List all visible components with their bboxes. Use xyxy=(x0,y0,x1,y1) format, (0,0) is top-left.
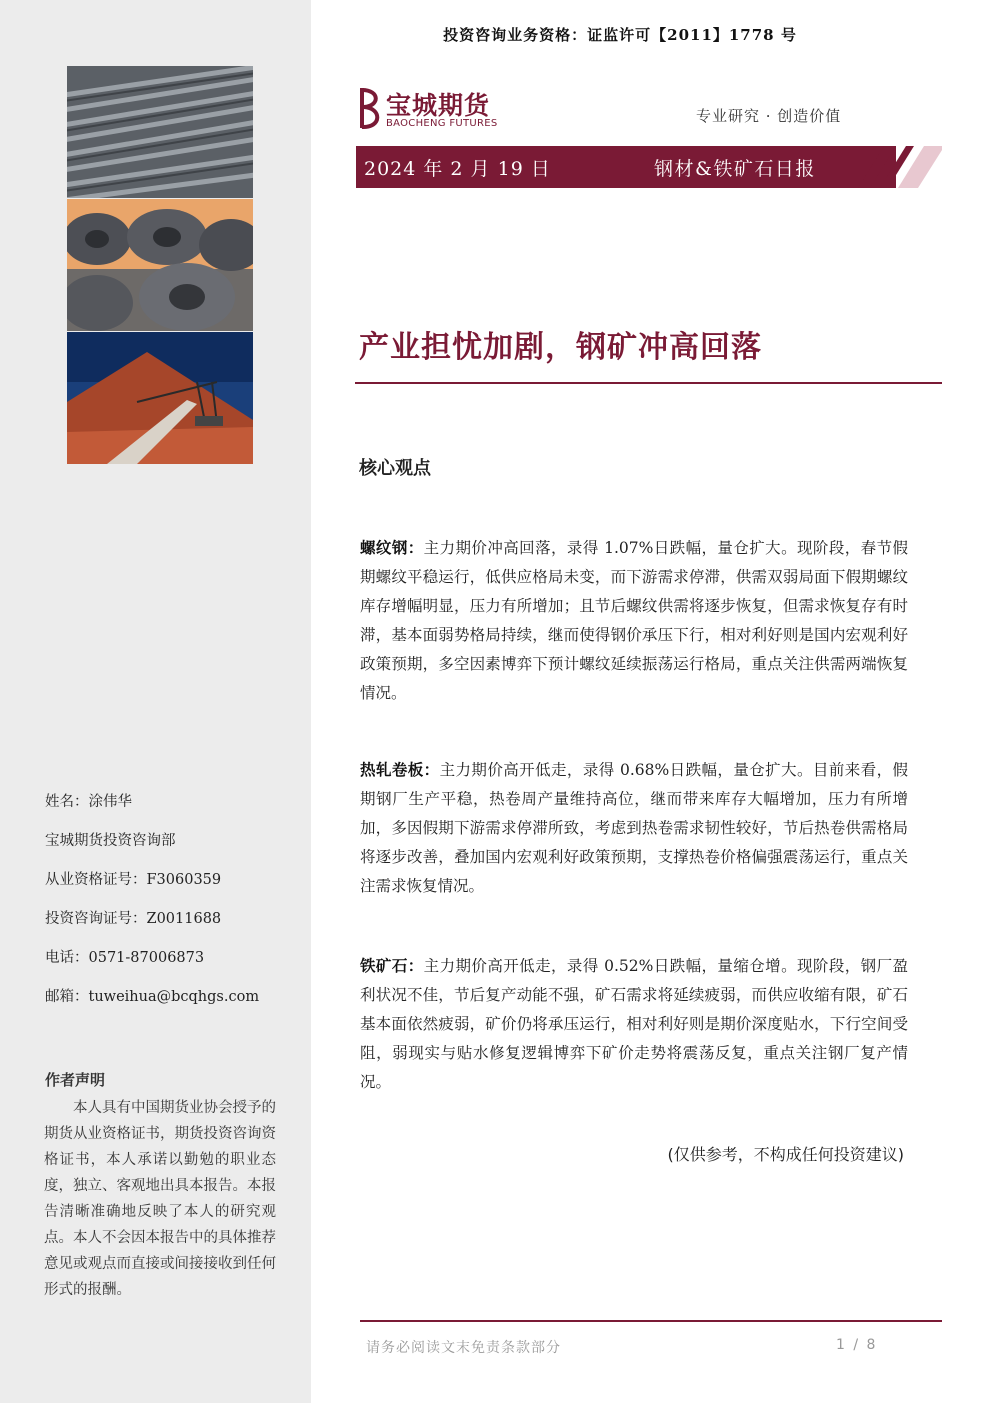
section-title: 核心观点 xyxy=(359,458,431,479)
slogan: 专业研究 · 创造价值 xyxy=(696,107,842,125)
page-number: 1 / 8 xyxy=(836,1337,878,1353)
sidebar xyxy=(0,0,311,1403)
footer-note: 请务必阅读文末免责条款部分 xyxy=(366,1340,561,1356)
logo-english-text: BAOCHENG FUTURES xyxy=(386,118,498,129)
report-banner xyxy=(356,146,896,188)
logo-chinese-text: 宝城期货 xyxy=(386,91,491,120)
headline-divider xyxy=(355,382,942,384)
footer-divider xyxy=(360,1320,942,1322)
author-statement-text: 本人具有中国期货业协会授予的期货从业资格证书，期货投资咨询资格证书，本人承诺以勤勉的职业态度，独立、客观地出具本报告。本报告清晰准确地反映了本人的研究观点。本人不会因本报告中的具体推荐意见或观点而直接或间接接收到任何形式的报酬。 xyxy=(44,1100,276,1298)
paragraph-label: 热轧卷板： xyxy=(360,760,440,779)
report-name: 钢材&铁矿石日报 xyxy=(654,158,816,180)
analyst-license: 从业资格证号：F3060359 xyxy=(45,872,222,888)
investment-disclaimer: (仅供参考，不构成任何投资建议) xyxy=(667,1145,904,1164)
rebar-photo xyxy=(67,66,253,198)
paragraph-text: 主力期价高开低走，录得 0.52%日跌幅，量缩仓增。现阶段，钢厂盈利状况不佳，节后复产动能不强，矿石需求将延续疲弱，而供应收缩有限，矿石基本面依然疲弱，矿价仍将承压运行，相对利好则是期价深度贴水，下行空间受阻，弱现实与贴水修复逻辑博弈下矿价走势将震荡反复，重点关注钢厂复产情况。 xyxy=(360,957,908,1091)
paragraph-text: 主力期价冲高回落，录得 1.07%日跌幅，量仓扩大。现阶段，春节假期螺纹平稳运行，低供应格局未变，而下游需求停滞，供需双弱局面下假期螺纹库存增幅明显，压力有所增加；且节后螺纹供需将逐步恢复，但需求恢复存有时滞，基本面弱势格局持续，继而使得钢价承压下行，相对利好则是国内宏观利好政策预期，多空因素博弈下预计螺纹延续振荡运行格局，重点关注供需两端恢复情况。 xyxy=(360,539,908,702)
analyst-department: 宝城期货投资咨询部 xyxy=(45,833,176,849)
steel-coil-photo xyxy=(67,199,253,331)
paragraph-text: 主力期价高开低走，录得 0.68%日跌幅，量仓扩大。目前来看，假期钢厂生产平稳，热卷周产量维持高位，继而带来库存大幅增加，压力有所增加，多因假期下游需求停滞所致，考虑到热卷需求韧性较好，节后热卷供需格局将逐步改善，叠加国内宏观利好政策预期，支撑热卷价格偏强震荡运行，重点关注需求恢复情况。 xyxy=(360,761,908,895)
analyst-phone: 电话：0571-87006873 xyxy=(45,950,205,966)
hot-rolled-coil-paragraph xyxy=(360,755,908,901)
iron-ore-paragraph xyxy=(360,951,908,1097)
analyst-email: 邮箱：tuweihua@bcqhgs.com xyxy=(45,989,260,1005)
rebar-paragraph xyxy=(360,533,908,708)
iron-ore-photo xyxy=(67,332,253,464)
logo-mark-icon xyxy=(356,86,384,130)
qualification-line: 投资咨询业务资格：证监许可【2011】1778 号 xyxy=(443,26,797,44)
banner-slash-decoration xyxy=(858,146,942,188)
company-logo xyxy=(356,84,526,134)
author-statement-title: 作者声明 xyxy=(45,1071,106,1089)
analyst-advisory-license: 投资咨询证号：Z0011688 xyxy=(45,911,222,927)
paragraph-label: 螺纹钢： xyxy=(360,538,424,557)
report-date: 2024 年 2 月 19 日 xyxy=(364,158,551,180)
headline: 产业担忧加剧，钢矿冲高回落 xyxy=(359,330,762,365)
paragraph-label: 铁矿石： xyxy=(360,956,424,975)
analyst-name: 姓名：涂伟华 xyxy=(45,794,132,810)
